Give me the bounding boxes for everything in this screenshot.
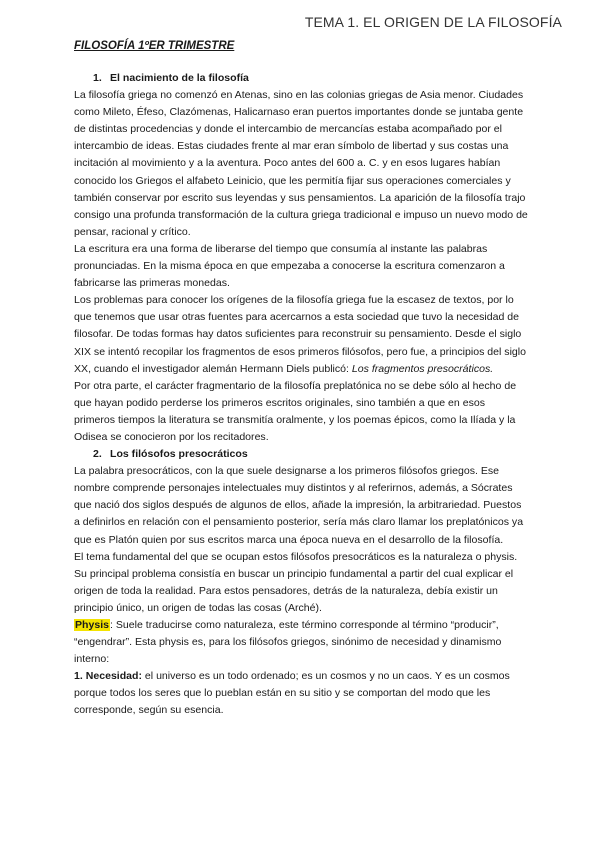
section-heading-2 [93,446,528,463]
paragraph [74,668,528,719]
paragraph: La filosofía griega no comenzó en Atenas, sino en las colonias griegas de Asia menor. Ciudades como Mileto, Éfeso, Clazómenas, Halicarnaso eran puertos importantes donde se juntaba gente de distintas procedencias y donde el intercambio de mercancías estaba acompañado por el intercambio de ideas. Estas ciudades frente al mar eran símbolo de libertad y sus costas una incitación al movimiento y a la aventura. Poco antes del 600 a. C. y en esos lugares habían conocido los Griegos el alfabeto Leinicio, que les permitía fijar sus operaciones comerciales y también conservar por escrito sus leyendas y sus pensamientos. La aparición de la filosofía trajo consigo una profunda transformación de la cultura griega tradicional e impuso un nuevo modo de pensar, racional y crítico. [74,89,528,238]
highlighted-term: Physis [75,619,110,631]
paragraph-text: : Suele traducirse como naturaleza, este término corresponde al término “producir”, “engendrar”. Esta physis es, para los filósofos griegos, sinónimo de necesidad y dinamismo interno: [74,619,502,666]
book-title: Los fragmentos presocráticos. [351,362,494,375]
section-number: 1. [93,72,102,84]
section-number: 2. [93,448,102,461]
section-heading-text: Los filósofos presocráticos [110,448,248,461]
paragraph: Por otra parte, el carácter fragmentario de la filosofía preplatónica no se debe sólo al hecho de que hayan podido perderse los primeros escritos originales, sino también a que en esos primeros tiempos la literatura se transmitía oralmente, y los poemas épicos, como la Ilíada y la Odisea se conocieron por los recitadores. [74,379,517,443]
paragraph [74,617,528,668]
section-heading-1 [93,70,528,87]
paragraph [74,292,528,377]
section-heading-text: El nacimiento de la filosofía [110,72,249,84]
document-body [74,70,528,720]
document-title: FILOSOFÍA 1ºER TRIMESTRE [74,40,235,52]
paragraph: El tema fundamental del que se ocupan estos filósofos presocráticos es la naturaleza o physis. Su principal problema consistía en buscar un principio fundamental a partir del cual explicar el origen de toda la realidad. Para estos pensadores, detrás de la naturaleza, debía existir un principio único, un origen de todas las cosas (Arché). [74,550,518,614]
paragraph-text: Los problemas para conocer los orígenes de la filosofía griega fue la escasez de textos, por lo que tenemos que usar otras fuentes para acercarnos a esta sociedad que tuvo la necesidad de filosofar. De todas formas hay datos suficientes para reconstruir su pensamiento. Desde el siglo XIX se intentó recopilar los fragmentos de esos primeros filósofos, pero fue, a principios del siglo XX, cuando el investigador alemán Hermann Diels publicó: [74,294,526,375]
paragraph: La escritura era una forma de liberarse del tiempo que consumía al instante las palabras pronunciadas. En la misma época en que empezaba a conocerse la escritura comenzaron a fabricarse las primeras monedas. [74,242,505,290]
page-header-title: TEMA 1. EL ORIGEN DE LA FILOSOFÍA [304,14,562,30]
paragraph-text: el universo es un todo ordenado; es un cosmos y no un caos. Y es un cosmos porque todos los seres que lo pueblan están en su sitio y se comportan del modo que les corresponde, según su esencia. [74,670,510,717]
point-label: 1. Necesidad: [74,670,142,683]
paragraph: La palabra presocráticos, con la que suele designarse a los primeros filósofos griegos. Ese nombre comprende personajes intelectuales muy distintos y al referirnos, además, a Sócrates que nació dos siglos después de algunos de ellos, añade la impresión, la arbitrariedad. Puestos a definirlos en relación con el pensamiento posterior, sería más claro llamar los preplatónicos ya que es Platón quien por sus escritos marca una época nueva en el desarrollo de la filosofía. [74,465,524,546]
